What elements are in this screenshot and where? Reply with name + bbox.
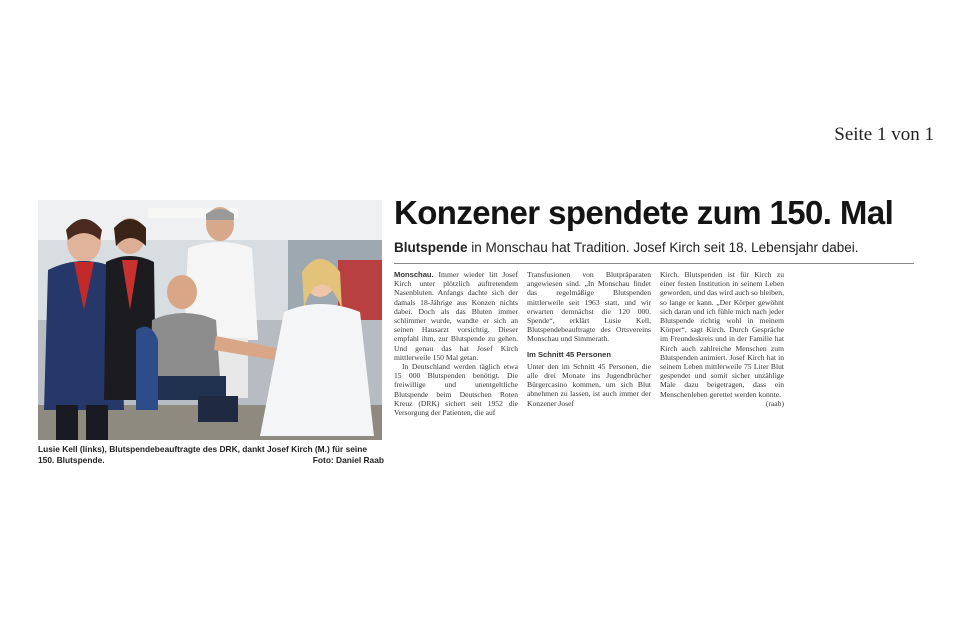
column-subhead: Im Schnitt 45 Personen — [527, 349, 611, 359]
photo-caption — [38, 444, 384, 466]
column-paragraph: In Deutschland werden täglich etwa 15 000 Blutspenden benötigt. Die freiwillige und unentgeltliche Blutspende beim Deutschen Roten Kreuz (DRK) sichert seit 1952 die Versorgung der Patienten, die auf — [394, 362, 518, 418]
column-paragraph: Transfusionen von Blutpräparaten angewiesen sind. „In Monschau findet das regelmäßige Blutspenden mittlerweile seit 1963 statt, und wir erwarten demnächst die 120 000. Spende“, erklärt Lusie Kell, Blutspendebeauftragte des Ortsvereins Monschau und Simmerath. — [527, 270, 651, 344]
column-paragraph: Unter den im Schnitt 45 Personen, die alle drei Monate ins Jugendbrücher Bürgercasino kommen, um sich Blut abnehmen zu lassen, ist auch immer der Konzener Josef — [527, 361, 651, 408]
article-column-1 — [394, 270, 518, 417]
photo-credit: Foto: Daniel Raab — [312, 455, 384, 465]
column-paragraph — [394, 270, 518, 362]
article-headline: Konzener spendete zum 150. Mal — [394, 194, 894, 231]
caption-text: Lusie Kell (links), Blutspendebeauftragte des DRK, dankt Josef Kirch (M.) für seine 150. Blutspende. — [38, 444, 368, 465]
article-photo — [38, 200, 382, 440]
dateline: Monschau. — [394, 270, 434, 279]
paragraph-text: Immer wieder litt Josef Kirch unter plötzlich auftretendem Nasenbluten. Anfangs dachte sich der damals 18-Jährige aus Konzen nichts dabei. Doch als das Bluten immer schlimmer wurde, wandte er sich an seinen Hausarzt vorsichtig. Dieser empfahl ihm, zur Blutspende zu gehen. Und genau das hat Josef Kirch mittlerweile 150 Mal getan. — [394, 270, 518, 362]
article-column-2 — [527, 270, 651, 408]
page-number-label: Seite 1 von 1 — [834, 124, 934, 145]
author-signature: (raab) — [765, 398, 784, 408]
headline-rule — [394, 263, 914, 264]
subline-rest: in Monschau hat Tradition. Josef Kirch seit 18. Lebensjahr dabei. — [467, 240, 859, 255]
article-subheadline — [394, 240, 859, 255]
subline-lead: Blutspende — [394, 240, 468, 255]
column-paragraph: Kirch. Blutspenden ist für Kirch zu einer festen Institution in seinem Leben geworden, und das wird auch so bleiben, so lange er kann. „Der Körper gewöhnt sich daran und ich fühle mich nach jeder Blutspende richtig wohl in meinem Körper“, sagt Kirch. Durch Gespräche im Freundeskreis und in der Familie hat Kirch auch zahlreiche Menschen zum Blutspenden animiert. Josef Kirch hat in seinem Leben mittlerweile 75 Liter Blut gespendet und somit sicher unzählige Male dazu beigetragen, dass ein Menschenleben gerettet werden konnte. — [660, 270, 784, 399]
article-column-3 — [660, 270, 784, 408]
